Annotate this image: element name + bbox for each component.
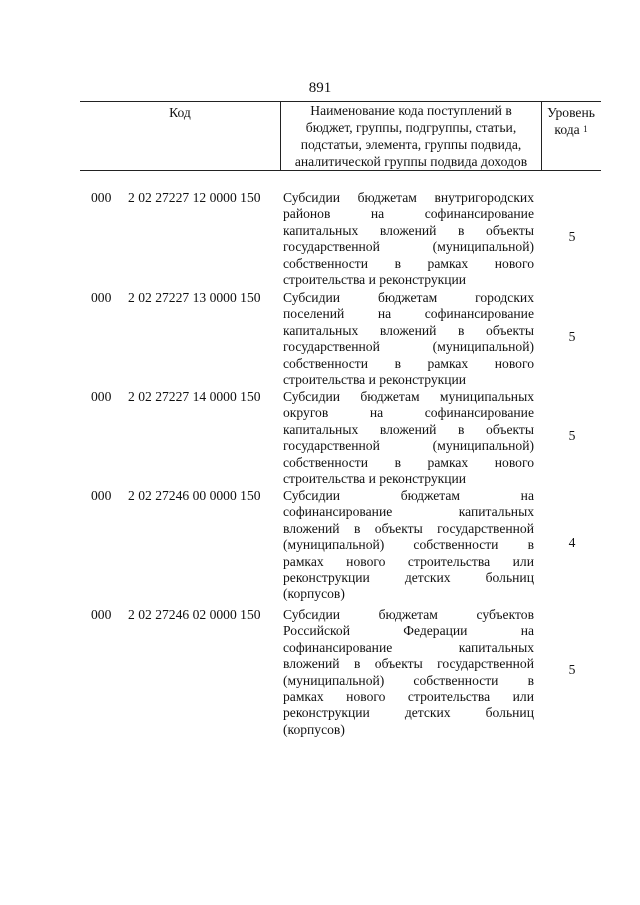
header-name-line: бюджет, группы, подгруппы, статьи, xyxy=(305,120,517,135)
description-line: реконструкции детских больниц xyxy=(283,705,534,721)
income-description xyxy=(283,488,534,603)
admin-code: 000 xyxy=(91,290,112,305)
description-line: реконструкции детских больниц xyxy=(283,570,534,586)
description-line: государственной (муниципальной) xyxy=(283,438,534,454)
description-line: рамках нового строительства или xyxy=(283,689,534,705)
income-description xyxy=(283,607,534,738)
description-line: рамках нового строительства или xyxy=(283,553,534,569)
code-level: 4 xyxy=(568,535,576,551)
income-description xyxy=(283,190,534,288)
admin-code: 000 xyxy=(91,607,112,622)
footnote-marker: 1 xyxy=(583,124,588,134)
code-level: 5 xyxy=(568,229,576,244)
description-line: собственности в рамках нового xyxy=(283,255,534,271)
income-code: 2 02 27227 14 0000 150 xyxy=(128,389,261,404)
header-name-line: подстатьи, элемента, группы подвида, xyxy=(300,137,522,152)
description-line: поселений на софинансирование xyxy=(283,306,534,322)
admin-code: 000 xyxy=(91,190,112,205)
description-line: Субсидии бюджетам субъектов xyxy=(283,607,534,622)
description-line: Субсидии бюджетам на xyxy=(283,488,534,503)
code-level: 5 xyxy=(568,428,576,443)
description-line: софинансирование капитальных xyxy=(283,639,534,655)
description-line: капитальных вложений в объекты xyxy=(283,322,534,338)
description-line: (корпусов) xyxy=(283,721,345,737)
description-line: районов на софинансирование xyxy=(283,206,534,222)
description-line: вложений в объекты государственной xyxy=(283,520,534,536)
code-level: 5 xyxy=(568,329,576,344)
description-line: капитальных вложений в объекты xyxy=(283,222,534,238)
page-number: 891 xyxy=(308,80,332,96)
header-name-line: аналитической группы подвида доходов xyxy=(294,154,528,169)
header-name-line: Наименование кода поступлений в xyxy=(310,103,512,118)
header-level xyxy=(541,102,601,170)
header-level-line1: Уровень xyxy=(547,105,595,120)
description-line: софинансирование капитальных xyxy=(283,504,534,520)
table-header xyxy=(80,101,601,171)
description-line: строительства и реконструкции xyxy=(283,471,467,487)
header-level-word: кода xyxy=(554,122,580,137)
admin-code: 000 xyxy=(91,389,112,404)
description-line: государственной (муниципальной) xyxy=(283,339,534,355)
income-description xyxy=(283,290,534,388)
description-line: строительства и реконструкции xyxy=(283,372,467,388)
header-name xyxy=(280,102,542,170)
income-description xyxy=(283,389,534,487)
income-code: 2 02 27246 02 0000 150 xyxy=(128,607,261,622)
description-line: Субсидии бюджетам городских xyxy=(283,290,534,305)
description-line: (муниципальной) собственности в xyxy=(283,672,534,688)
description-line: собственности в рамках нового xyxy=(283,454,534,470)
description-line: собственности в рамках нового xyxy=(283,355,534,371)
description-line: Российской Федерации на xyxy=(283,623,534,639)
income-code: 2 02 27227 12 0000 150 xyxy=(128,190,261,205)
description-line: (муниципальной) собственности в xyxy=(283,537,534,553)
description-line: капитальных вложений в объекты xyxy=(283,421,534,437)
description-line: (корпусов) xyxy=(283,586,345,602)
description-line: округов на софинансирование xyxy=(283,405,534,421)
description-line: вложений в объекты государственной xyxy=(283,656,534,672)
code-level: 5 xyxy=(568,662,576,678)
description-line: Субсидии бюджетам внутригородских xyxy=(283,190,534,205)
header-code: Код xyxy=(169,105,191,120)
income-code: 2 02 27246 00 0000 150 xyxy=(128,488,261,503)
description-line: государственной (муниципальной) xyxy=(283,239,534,255)
header-level-line2 xyxy=(541,121,601,138)
description-line: строительства и реконструкции xyxy=(283,272,467,288)
income-code: 2 02 27227 13 0000 150 xyxy=(128,290,261,305)
description-line: Субсидии бюджетам муниципальных xyxy=(283,389,534,404)
admin-code: 000 xyxy=(91,488,112,503)
